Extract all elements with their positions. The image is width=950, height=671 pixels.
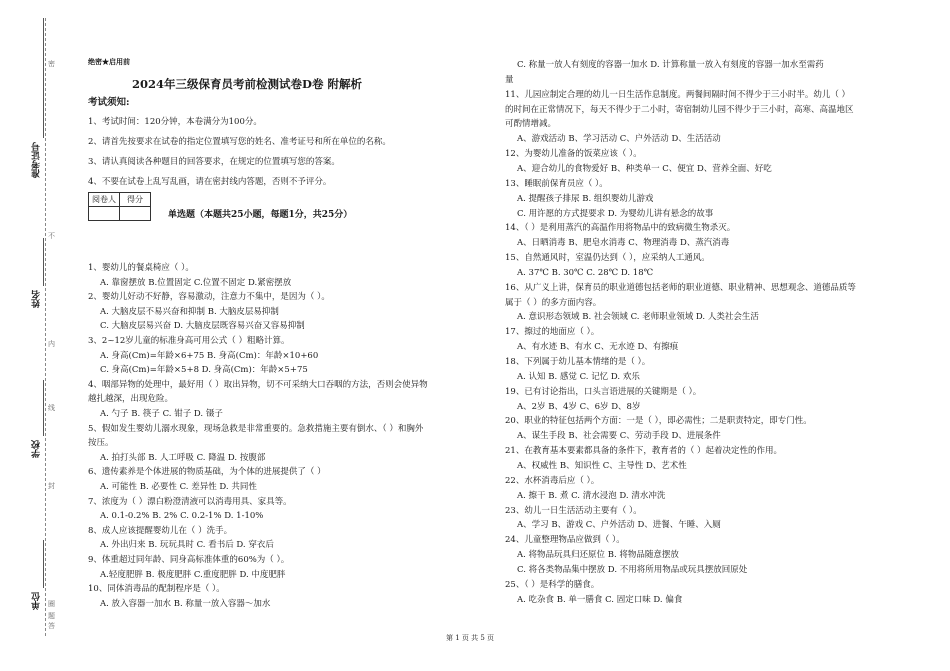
notice-item: 3、请认真阅读各种题目的回答要求，在规定的位置填写您的答案。 — [88, 157, 340, 167]
grader-header: 阅卷人 — [89, 193, 120, 207]
question-line: 3、2~12岁儿童的标准身高可用公式（ ）粗略计算。 — [88, 336, 290, 346]
question-line: 可酌情增减。 — [505, 119, 557, 130]
question-line: 25、（ ）是科学的膳食。 — [505, 579, 600, 590]
notice-item: 2、请首先按要求在试卷的指定位置填写您的姓名、准考证号和所在单位的名称。 — [88, 137, 391, 147]
answer-options: A、日晒消毒 B、肥皂水消毒 C、物理消毒 D、蒸汽消毒 — [517, 238, 730, 249]
answer-options: A、学习 B、游戏 C、户外活动 D、进餐、午睡、入厕 — [517, 520, 721, 531]
question-line: 越扎越深，出现危险。 — [88, 394, 174, 405]
name-field[interactable] — [43, 238, 44, 286]
name-label: 姓名 — [32, 290, 42, 308]
answer-options: A、2岁 B、4岁 C、6岁 D、8岁 — [517, 401, 641, 412]
question-line: 9、体重超过同年龄、同身高标准体重的60%为（ ）。 — [88, 555, 290, 565]
answer-options: A. 勺子 B. 筷子 C. 钳子 D. 镊子 — [100, 409, 223, 419]
answer-options: A. 擦干 B. 煮 C. 清水浸泡 D. 清水冲洗 — [517, 490, 666, 501]
question-line: 8、成人应该提醒婴幼儿在（ ）洗手。 — [88, 525, 233, 536]
question-line: 21、在教育基本要素都具备的条件下，教育者的（ ）起着决定性的作用。 — [505, 446, 783, 457]
cut-mark: 圈 — [48, 600, 55, 608]
notice-heading: 考试须知: — [88, 97, 130, 108]
question-line: 1、婴幼儿的餐桌椅应（ ）。 — [88, 263, 194, 273]
question-line: 的时间在正常情况下，每天不得少于二小时，寄宿制幼儿园不得少于三小时，高寒、高温地区 — [505, 104, 854, 115]
answer-options: A、权威性 B、知识性 C、主导性 D、艺术性 — [517, 460, 687, 471]
answer-options: A. 吃杂食 B. 单一膳食 C. 固定口味 D. 偏食 — [517, 594, 683, 605]
question-line: 量 — [505, 74, 514, 85]
cut-mark: 答 — [48, 622, 55, 630]
question-line: 17、擦过的地面应（ ）。 — [505, 327, 600, 338]
school-field[interactable] — [43, 380, 44, 436]
question-line: 14、（ ）是利用蒸汽的高温作用将物品中的致病微生物杀灭。 — [505, 223, 736, 234]
ticket-number-field[interactable] — [43, 18, 44, 138]
question-line: 23、幼儿一日生活活动主要有（ ）。 — [505, 505, 642, 516]
question-line: 2、婴幼儿好动不好静，容易激动，注意力不集中，是因为（ ）。 — [88, 292, 330, 303]
cut-mark: 线 — [48, 404, 55, 412]
answer-options: C. 用许愿的方式提要求 D. 为婴幼儿讲有悬念的故事 — [517, 208, 714, 219]
answer-options: A. 拍打头部 B. 人工呼吸 C. 降温 D. 按腹部 — [100, 452, 266, 463]
answer-options: A.轻度肥胖 B. 极度肥胖 C.重度肥胖 D. 中度肥胖 — [100, 569, 286, 580]
answer-options: A. 大脑皮层不易兴奋和抑制 B. 大脑皮层易抑制 — [100, 306, 279, 317]
question-line: 16、从广义上讲，保育员的职业道德包括老师的职业道德、职业精神、思想观念、道德品质等 — [505, 282, 856, 293]
question-line: 15、自然通风时，室温仍达到（ ），应采纳人工通风。 — [505, 253, 710, 264]
score-header: 得分 — [120, 193, 151, 207]
cut-mark: 不 — [48, 232, 55, 240]
answer-options: A. 将物品玩具归还原位 B. 将物品随意摆放 — [517, 550, 679, 561]
score-table — [88, 192, 151, 221]
cut-mark: 内 — [48, 340, 55, 348]
answer-options: A. 可能性 B. 必要性 C. 差异性 D. 共同性 — [100, 482, 257, 492]
answer-options: C. 将各类物品集中摆放 D. 不用将所用物品或玩具摆放回原处 — [517, 564, 748, 575]
question-line: 18、下列属于幼儿基本情绪的是（ ）。 — [505, 357, 651, 367]
answer-options: C. 身高(Cm)=年龄×5+8 D. 身高(Cm)：年龄×5+75 — [100, 365, 308, 376]
answer-options: A、有水迹 B、有水 C、无水迹 D、有擦痕 — [517, 342, 679, 353]
answer-options: A. 提醒孩子排尿 B. 组织婴幼儿游戏 — [517, 193, 654, 204]
question-line: 4、咽部异物的处理中，最好用（ ）取出异物，切不可采纳大口吞咽的方法，否则会使异物 — [88, 379, 428, 390]
question-line: 24、儿童整理物品应做到（ ）。 — [505, 535, 625, 546]
question-line: 12、为婴幼儿准备的饭菜应该（ ）。 — [505, 149, 642, 160]
question-line: 13、睡眠前保育员应（ ）。 — [505, 178, 608, 189]
answer-options: A. 身高(Cm)=年龄×6+75 B. 身高(Cm)：年龄×10+60 — [100, 350, 319, 361]
page-title: 2024年三级保育员考前检测试卷D卷 附解析 — [132, 77, 362, 91]
score-cell[interactable] — [120, 207, 151, 221]
grader-cell[interactable] — [89, 207, 120, 221]
ticket-number-label: 准考证号 — [32, 142, 42, 178]
question-line: 20、职业的特征包括两个方面：一是（ ），即必需性；二是职责特定，即专门性。 — [505, 416, 812, 427]
answer-options: A、游戏活动 B、学习活动 C、户外活动 D、生活活动 — [517, 134, 721, 145]
question-line: 5、假如发生婴幼儿溺水现象，现场急救是非常重要的。急救措施主要有倒水、（ ）和胸外 — [88, 423, 424, 434]
secret-mark: 绝密★启用前 — [88, 57, 130, 66]
question-line: 属于（ ）的多方面内容。 — [505, 297, 602, 308]
section-heading: 单选题（本题共25小题，每题1分，共25分） — [168, 210, 353, 220]
cut-mark: 密 — [48, 60, 55, 68]
page-number: 第 1 页 共 5 页 — [446, 634, 495, 642]
question-line: 按压。 — [88, 438, 114, 449]
question-line: 19、已有讨论指出，口头言语进展的关键期是（ ）。 — [505, 386, 702, 397]
cut-mark: 封 — [48, 482, 55, 490]
answer-options: A. 放入容器一加水 B. 称量一放入容器～加水 — [100, 598, 271, 609]
answer-options: A、谋生手段 B、社会需要 C、劳动手段 D、进展条件 — [517, 431, 721, 442]
notice-item: 4、不要在试卷上乱写乱画，请在密封线内答题，否则不予评分。 — [88, 177, 332, 187]
answer-options: A、迎合幼儿的食物爱好 B、种类单一 C、便宜 D、营养全面、好吃 — [517, 163, 772, 174]
answer-options: A. 靠窗摆放 B.位置固定 C.位置不固定 D.紧密摆放 — [100, 277, 292, 288]
question-line: 11、儿园应制定合理的幼儿一日生活作息制度。两餐间隔时间不得少于三小时半。幼儿（ ） — [505, 89, 851, 100]
answer-options: A. 认知 B. 感觉 C. 记忆 D. 欢乐 — [517, 371, 640, 382]
binding-line — [45, 18, 46, 636]
question-line: 7、浓度为（ ）漂白粉澄清液可以消毒用具、家具等。 — [88, 496, 292, 507]
notice-item: 1、考试时间：120分钟，本卷满分为100分。 — [88, 117, 262, 127]
school-label: 学校 — [32, 440, 42, 458]
answer-options: C. 称量一放人有刻度的容器一加水 D. 计算称量一放入有刻度的容器一加水至需药 — [517, 60, 824, 70]
answer-options: A. 37℃ B. 30℃ C. 28℃ D. 18℃ — [517, 267, 654, 278]
answer-options: A. 意识形态领域 B. 社会领域 C. 老师职业领域 D. 人类社会生活 — [517, 312, 759, 323]
answer-options: A. 外出归来 B. 玩玩具时 C. 看书后 D. 穿衣后 — [100, 540, 274, 551]
question-line: 6、遗传素养是个体进展的物质基础，为个体的进展提供了（ ） — [88, 467, 326, 478]
unit-field[interactable] — [43, 540, 44, 588]
question-line: 10、同体消毒品的配制程序是（ ）。 — [88, 584, 225, 595]
cut-mark: 题 — [48, 612, 55, 620]
answer-options: A. 0.1-0.2% B. 2% C. 0.2-1% D. 1-10% — [100, 511, 264, 522]
question-line: 22、水杯消毒后应（ ）。 — [505, 475, 600, 486]
answer-options: C. 大脑皮层易兴奋 D. 大脑皮层既容易兴奋又容易抑制 — [100, 321, 305, 332]
unit-label: 单位 — [32, 592, 42, 610]
